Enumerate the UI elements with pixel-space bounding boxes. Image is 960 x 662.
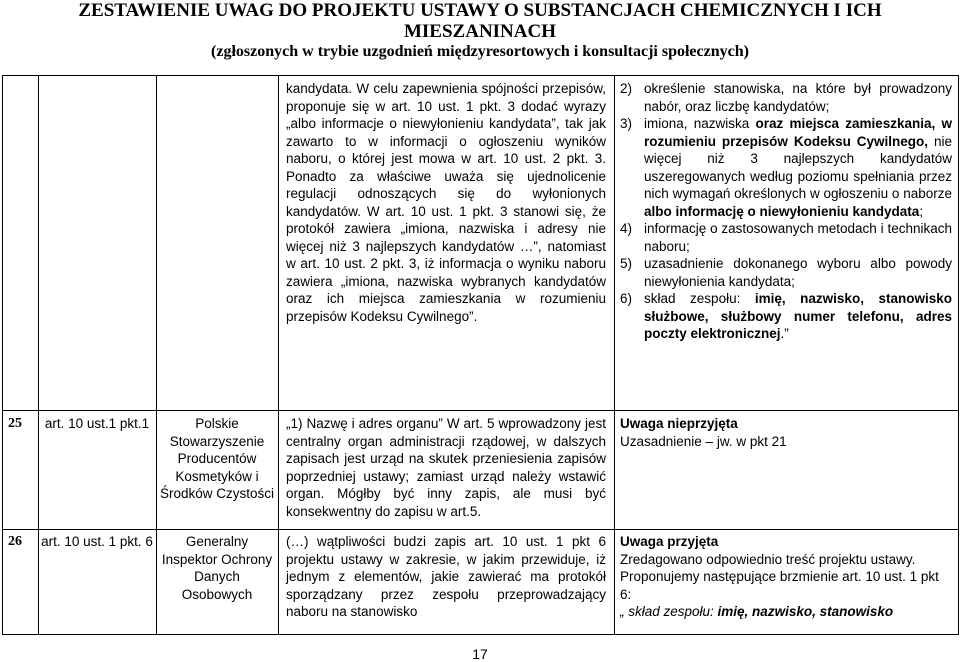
table-border-bottom bbox=[2, 634, 959, 635]
table-border-right bbox=[958, 75, 959, 635]
list-item-number: 6) bbox=[620, 291, 633, 306]
row-author: Polskie Stowarzyszenie Producentów Kosmetyków i Środków Czystości bbox=[159, 416, 275, 501]
header-title-line1: ZESTAWIENIE UWAG DO PROJEKTU USTAWY O SUBSTANCJACH CHEMICZNYCH I ICH bbox=[78, 0, 882, 21]
row-response bbox=[620, 533, 952, 621]
table-divider bbox=[156, 75, 157, 635]
list-item-number: 4) bbox=[620, 221, 633, 236]
response-list-item bbox=[620, 255, 952, 290]
list-item-number: 2) bbox=[620, 81, 633, 96]
row-divider bbox=[2, 529, 959, 530]
header-subtitle: (zgłoszonych w trybie uzgodnień międzyresortowych i konsultacji społecznych) bbox=[211, 43, 749, 60]
response-quote: „ skład zespołu: bbox=[620, 604, 718, 619]
row-divider bbox=[2, 410, 959, 411]
list-item-text: określenie stanowiska, na które był prowadzony nabór, oraz liczbę kandydatów; bbox=[644, 81, 952, 114]
response-list bbox=[620, 80, 952, 343]
table-divider bbox=[38, 75, 39, 635]
remark-continuation: kandydata. W celu zapewnienia spójności przepisów, proponuje się w art. 10 ust. 1 pkt. 3 dodać wyrazy „albo informacje o niewyłonieniu kandydata”, tak jak zawarto to w informacji o ogłoszeniu wyników naboru, o której jest mowa w art. 10 ust. 2 pkt. 3. Ponadto za właściwe uważa się ujednolicenie regulacji odnoszących się do wyłonionych kandydatów. W art. 10 ust. 1 pkt. 3 stanowi się, że protokół zawiera „imiona, nazwiska i adresy nie więcej niż 3 najlepszych kandydatów …”, natomiast w art. 10 ust. 2 pkt. 3, iż informacja o wyniku naboru zawiera „imiona, nazwiska wybranych kandydatów oraz ich miejsca zamieszkania w rozumieniu przepisów Kodeksu Cywilnego”. bbox=[286, 81, 606, 324]
response-list-item bbox=[620, 290, 952, 343]
header-title-line2: MIESZANINACH bbox=[403, 21, 557, 42]
row-response bbox=[620, 415, 952, 450]
page-number: 17 bbox=[472, 646, 488, 662]
response-continuation bbox=[620, 80, 952, 343]
list-item-text: imiona, nazwiska oraz miejsca zamieszkania, w rozumieniu przepisów Kodeksu Cywilnego, nie więcej niż 3 najlepszych kandydatów uszeregowanych według poziomu spełniania przez nich wymagań określonych w ogłoszeniu o naborze albo informację o niewyłonieniu kandydata; bbox=[644, 116, 952, 219]
response-quote-bold: imię, nazwisko, stanowisko bbox=[717, 604, 894, 619]
response-text: Zredagowano odpowiednio treść projektu ustawy. Proponujemy następujące brzmienie art. 10 ust. 1 pkt 6: bbox=[620, 551, 939, 602]
list-item-number: 5) bbox=[620, 256, 633, 271]
row-author: Generalny Inspektor Ochrony Danych Osobowych bbox=[161, 534, 273, 602]
row-number: 25 bbox=[8, 416, 22, 431]
row-remark: (…) wątpliwości budzi zapis art. 10 ust. 1 pkt 6 projektu ustawy w zakresie, w jakim przewiduje, iż jednym z elementów, jakie zawierać ma protokół sporządzany przez zespołu przeprowadzający naboru na stanowisko bbox=[286, 534, 606, 619]
response-list-item bbox=[620, 115, 952, 220]
row-number: 26 bbox=[8, 534, 22, 549]
table-divider bbox=[614, 75, 615, 635]
list-item-number: 3) bbox=[620, 116, 633, 131]
response-status: Uwaga przyjęta bbox=[620, 534, 719, 549]
row-article: art. 10 ust. 1 pkt. 6 bbox=[41, 534, 153, 549]
response-list-item bbox=[620, 220, 952, 255]
response-text: Uzasadnienie – jw. w pkt 21 bbox=[620, 433, 787, 449]
response-list-item bbox=[620, 80, 952, 115]
row-remark: „1) Nazwę i adres organu” W art. 5 wprowadzony jest centralny organ administracji rządowej, w dalszych zapisach jest urząd na skutek przeniesienia zapisów poprzedniej ustawy; zamiast urząd należy wstawić organ. Mógłby być inny zapis, ale musi być konsekwentny do zapisu w art.5. bbox=[286, 416, 606, 519]
table-divider bbox=[278, 75, 279, 635]
list-item-text: skład zespołu: imię, nazwisko, stanowisko służbowe, służbowy numer telefonu, adres poczty elektronicznej.” bbox=[644, 291, 952, 341]
list-item-text: informację o zastosowanych metodach i technikach naboru; bbox=[644, 221, 952, 254]
response-status: Uwaga nieprzyjęta bbox=[620, 416, 738, 431]
list-item-text: uzasadnienie dokonanego wyboru albo powody niewyłonienia kandydata; bbox=[644, 256, 952, 289]
row-article: art. 10 ust.1 pkt.1 bbox=[44, 416, 150, 431]
table-border-left bbox=[2, 75, 3, 635]
table-border-top bbox=[2, 75, 959, 76]
